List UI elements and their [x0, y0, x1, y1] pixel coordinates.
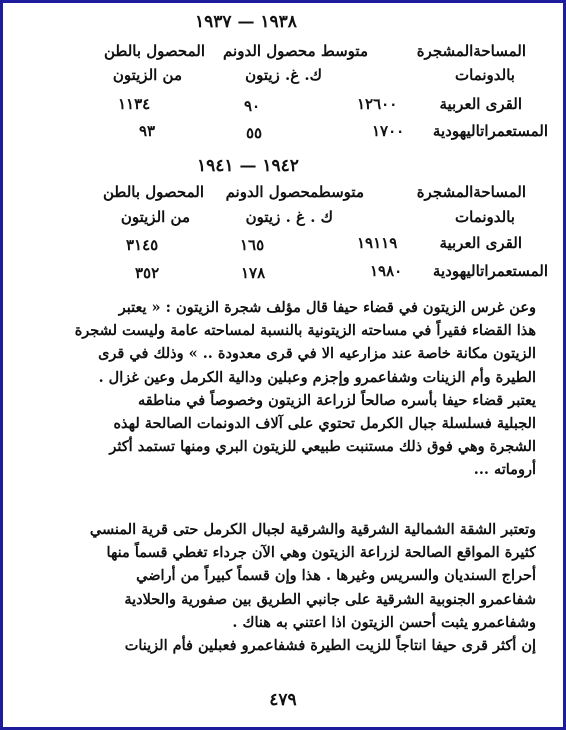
table2-row2-area: ١٩٨٠ — [370, 262, 403, 280]
table1-row1-avg: ٩٠ — [244, 97, 261, 115]
paragraph-2-line: إن أكثر قرى حيفا انتاجاً للزيت الطيرة فشفاعمرو فعبلين فأم الزينات — [124, 637, 536, 655]
paragraph-1-line: يعتبر قضاء حيفا بأسره صالحاً لزراعة الزيتون وخصوصاً في مناطقه — [137, 391, 536, 409]
table1-row2-area: ١٧٠٠ — [372, 122, 405, 140]
table2-header-avg: متوسطمحصول الدونم — [225, 183, 364, 201]
table1-row1-area: ١٢٦٠٠ — [357, 95, 398, 113]
table1-row2-label: المستعمراتاليهودية — [432, 122, 548, 140]
table2-row2-avg: ١٧٨ — [241, 264, 266, 282]
paragraph-1 — [58, 296, 536, 482]
table2-header-area-unit: بالدونمات — [455, 208, 515, 226]
paragraph-1-line: وعن غرس الزيتون في قضاء حيفا قال مؤلف شجرة الزيتون : « يعتبر — [118, 299, 536, 316]
table2-years: ١٩٤٢ — ١٩٤١ — [197, 156, 299, 176]
table1-header-avg-unit: ك. غ. زيتون — [245, 66, 322, 84]
paragraph-2-line: وتعتبر الشقة الشمالية الشرقية والشرقية لجبال الكرمل حتى قرية المنسي — [89, 521, 536, 538]
table2-header-yield-unit: من الزيتون — [120, 208, 190, 226]
table1-header-area: المساحةالمشجرة — [416, 42, 526, 60]
table1-header-yield-unit: من الزيتون — [112, 66, 182, 84]
table1-row2-yield: ٩٣ — [139, 122, 156, 140]
table2-header-yield: المحصول بالطن — [102, 183, 204, 201]
table1-header-avg: متوسط محصول الدونم — [223, 42, 368, 60]
table1-header-yield: المحصول بالطن — [103, 42, 205, 60]
table2-header-avg-unit: ك . غ . زيتون — [245, 208, 333, 226]
paragraph-2-line: كثيرة المواقع الصالحة لزراعة الزيتون وهي الآن جرداء تغطي قسماً منها — [106, 544, 536, 562]
table1-row1-yield: ١١٣٤ — [118, 95, 151, 113]
table2-row1-avg: ١٦٥ — [240, 236, 265, 254]
table1-row1-label: القرى العربية — [439, 95, 522, 113]
table1-header-area-unit: بالدونمات — [455, 66, 515, 84]
table2-row2-label: المستعمراتاليهودية — [432, 262, 548, 280]
paragraph-2-line: وشفاعمرو يثبت أحسن الزيتون اذا اعتني به هناك . — [232, 613, 536, 631]
table2-row2-yield: ٣٥٢ — [135, 264, 160, 282]
paragraph-1-line: الشجرة وهي فوق ذلك مستنبت طبيعي للزيتون البري ومنها تستمد أكثر — [109, 438, 536, 456]
table1-row2-avg: ٥٥ — [246, 124, 263, 142]
paragraph-2-line: أحراج السنديان والسريس وغيرها . هذا وإن قسماً كبيراً من أراضي — [136, 567, 536, 585]
page-number: ٤٧٩ — [269, 690, 297, 710]
table2-row1-label: القرى العربية — [439, 234, 522, 252]
table2-row1-area: ١٩١١٩ — [357, 234, 398, 252]
paragraph-1-line: الطيرة وأم الزينات وشفاعمرو وإجزم وعبلين ودالية الكرمل وعين غزال . — [98, 368, 536, 386]
table1-years: ١٩٣٨ — ١٩٣٧ — [195, 12, 297, 32]
table2-header-area: المساحةالمشجرة — [416, 183, 526, 201]
paragraph-1-line: الجبلية فسلسلة جبال الكرمل تحتوي على آلاف الدونمات الصالحة لهذه — [113, 415, 536, 433]
paragraph-2-line: شفاعمرو الجنوبية الشرقية على جانبي الطريق بين صفورية والحلادية — [124, 590, 536, 608]
paragraph-1-line: أروماته ... — [473, 461, 536, 479]
paragraph-1-line: هذا القضاء فقيراً في مساحته الزيتونية بالنسبة لمساحته عامة وليست لشجرة — [74, 322, 536, 340]
table2-row1-yield: ٣١٤٥ — [126, 236, 159, 254]
paragraph-2 — [58, 518, 536, 657]
paragraph-1-line: الزيتون مكانة خاصة عند مزارعيه الا في قرى معدودة .. » وذلك في قرى — [98, 345, 536, 363]
